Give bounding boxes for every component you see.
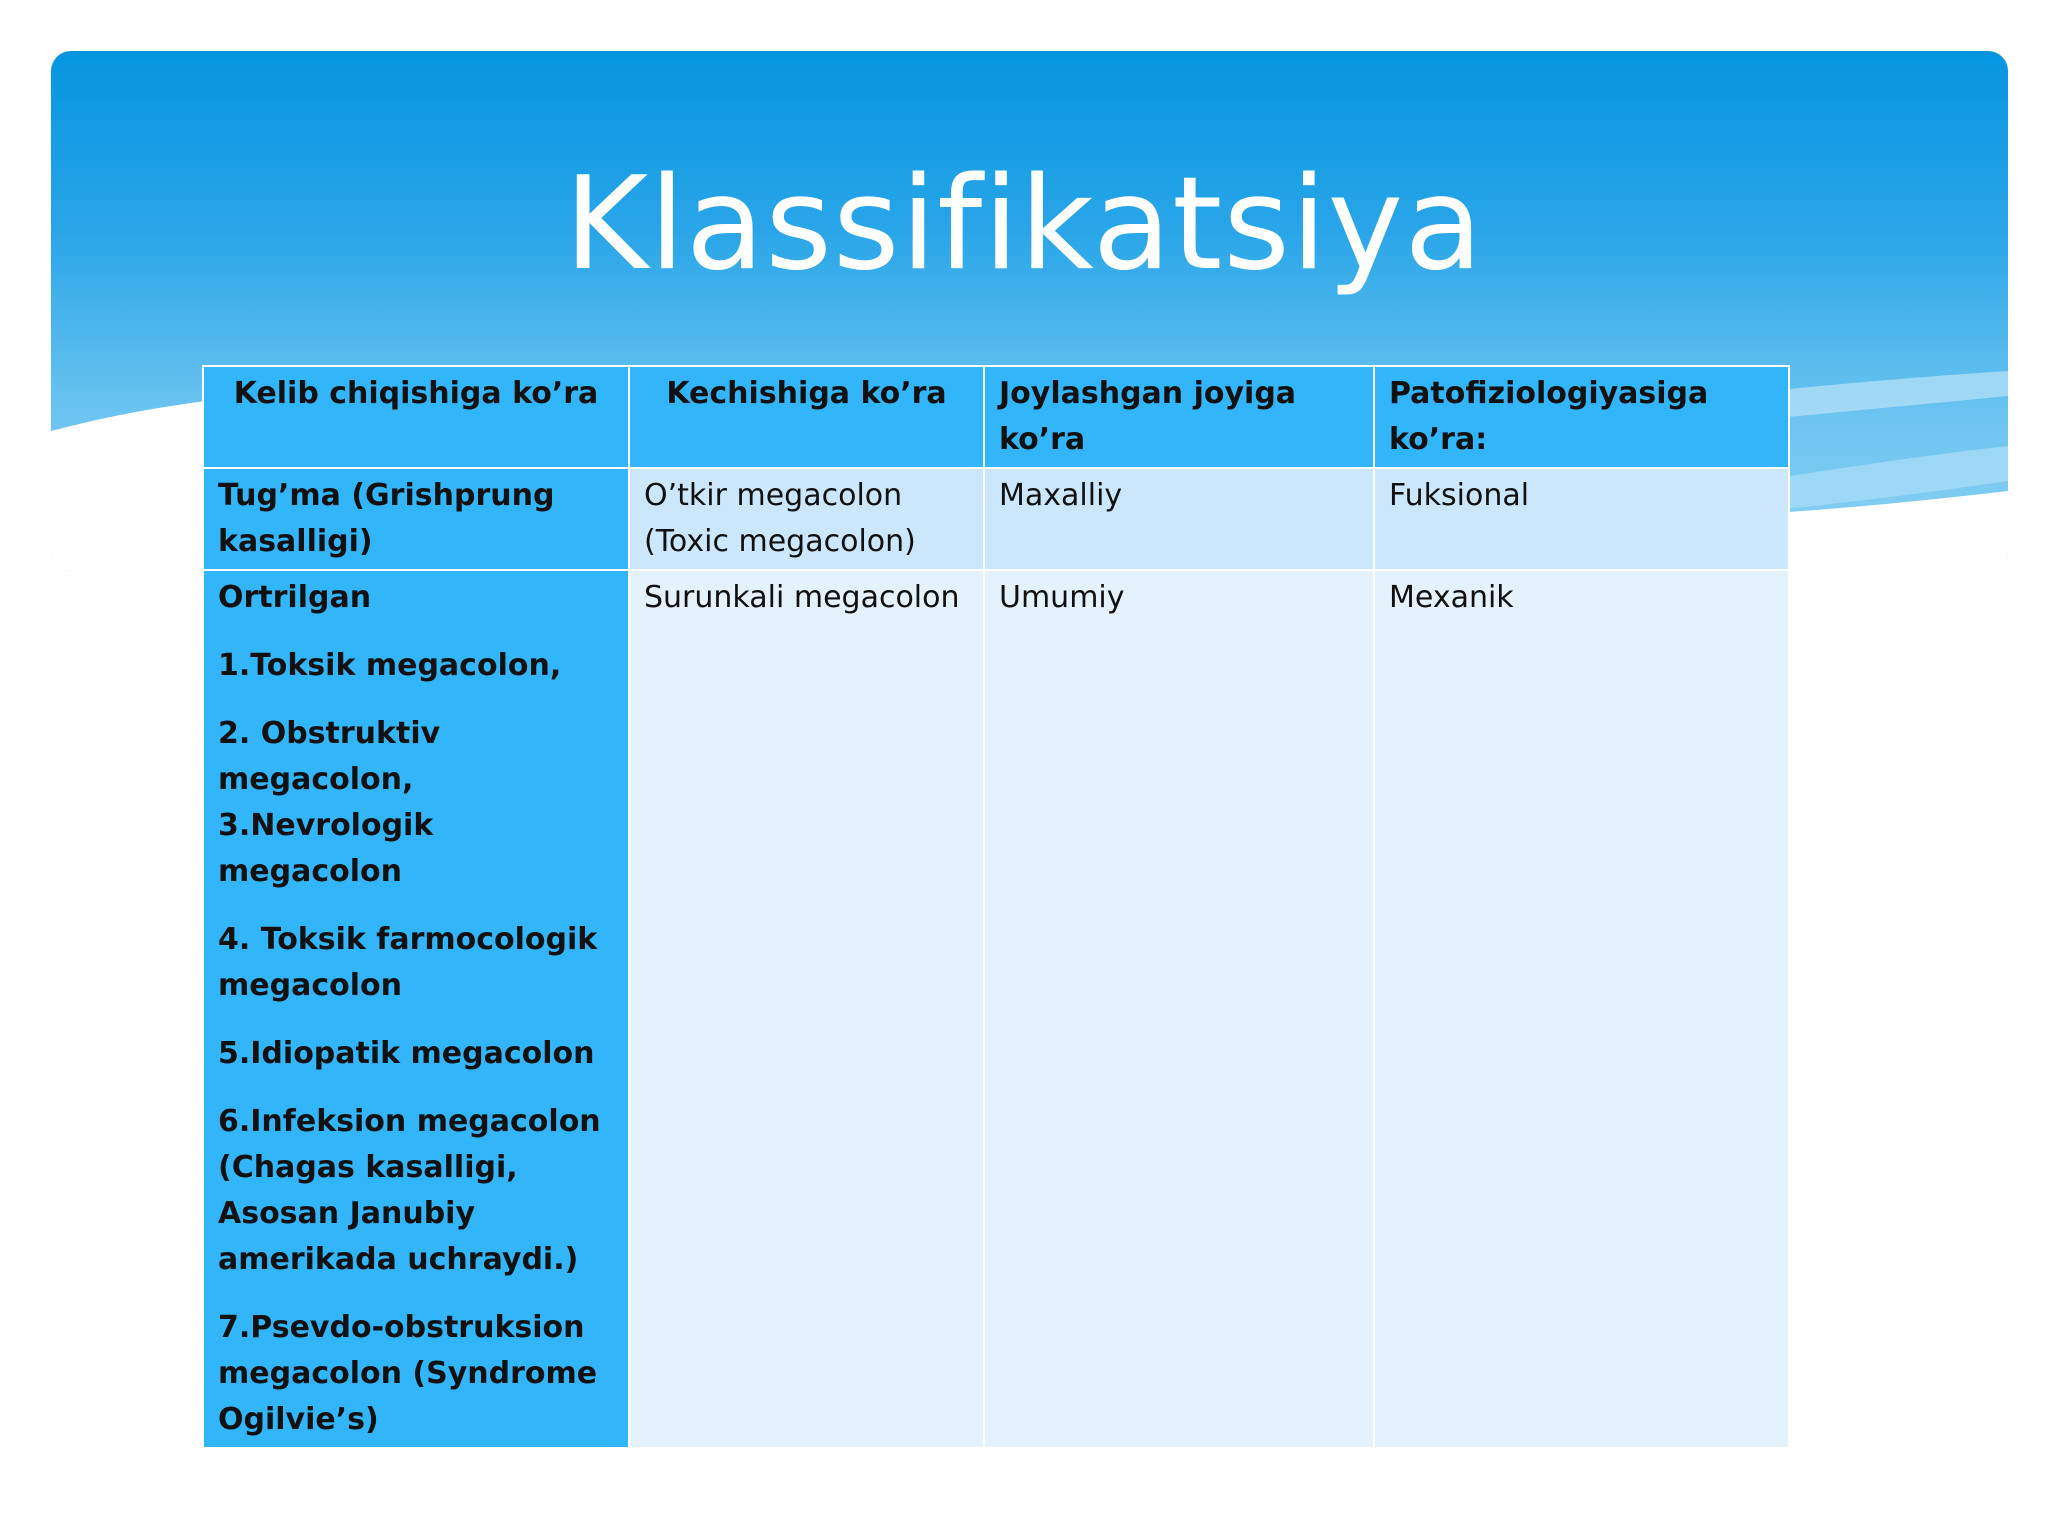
cell-general: Umumiy xyxy=(984,570,1374,1448)
cell-mechanical: Mexanik xyxy=(1374,570,1789,1448)
list-item: 6.Infeksion megacolon (Chagas kasalligi, Asosan Janubiy amerikada uchraydi.) xyxy=(218,1104,601,1277)
list-item: 5.Idiopatik megacolon xyxy=(218,1036,595,1071)
header-pathophysiology: Patofiziologiyasiga ko’ra: xyxy=(1374,366,1789,468)
cell-local: Maxalliy xyxy=(984,468,1374,570)
classification-table xyxy=(202,365,1790,1449)
table-header-row xyxy=(203,366,1789,468)
cell-chronic-megacolon: Surunkali megacolon xyxy=(629,570,984,1448)
cell-acute-line1: O’tkir megacolon xyxy=(644,478,903,513)
list-item: Ortrilgan xyxy=(218,580,372,615)
list-item: 1.Toksik megacolon, xyxy=(218,648,562,683)
list-item: 2. Obstruktiv megacolon, 3.Nevrologik megacolon xyxy=(218,716,441,889)
cell-acute-megacolon xyxy=(629,468,984,570)
list-item: 7.Psevdo-obstruksion megacolon (Syndrome Ogilvie’s) xyxy=(218,1310,598,1437)
header-course: Kechishiga ko’ra xyxy=(629,366,984,468)
cell-acute-line2: (Toxic megacolon) xyxy=(644,524,916,559)
header-origin: Kelib chiqishiga ko’ra xyxy=(203,366,629,468)
cell-congenital: Tug’ma (Grishprung kasalligi) xyxy=(203,468,629,570)
cell-acquired-list xyxy=(203,570,629,1448)
header-location: Joylashgan joyiga ko’ra xyxy=(984,366,1374,468)
slide-title: Klassifikatsiya xyxy=(564,150,1484,299)
cell-functional: Fuksional xyxy=(1374,468,1789,570)
table-row xyxy=(203,468,1789,570)
table-row xyxy=(203,570,1789,1448)
list-item: 4. Toksik farmocologik megacolon xyxy=(218,922,598,1003)
